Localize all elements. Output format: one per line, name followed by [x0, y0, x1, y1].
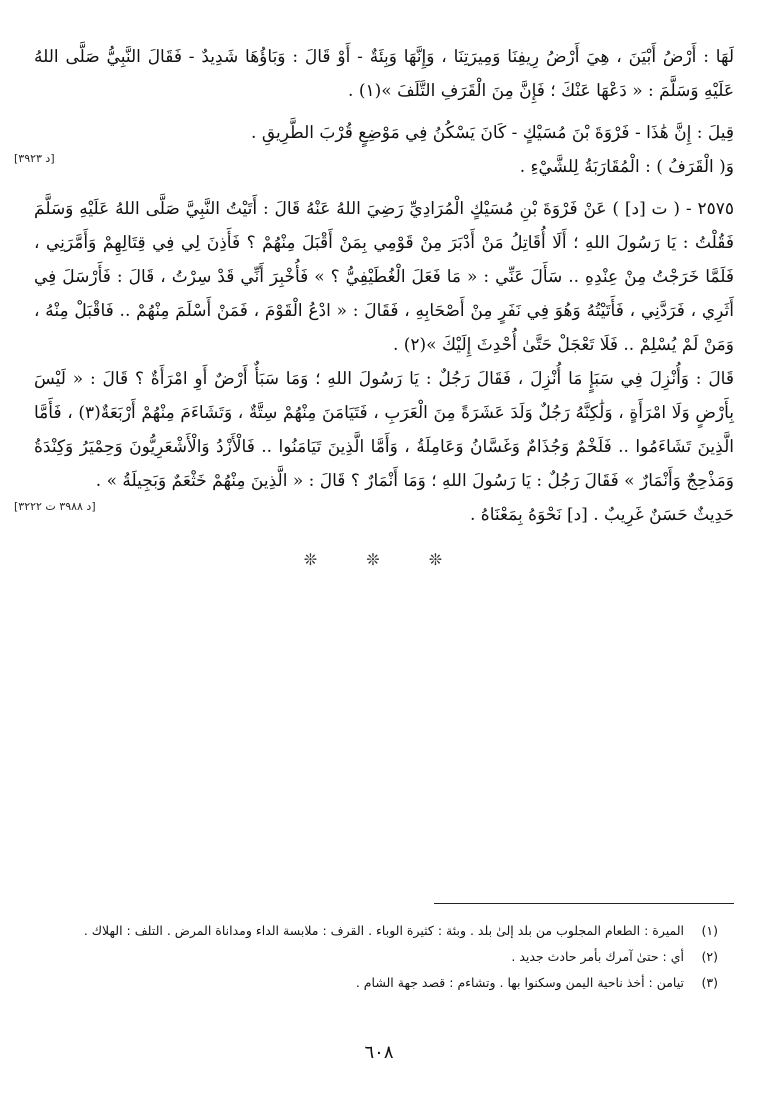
footnotes	[40, 918, 718, 996]
paragraph-1: لَهَا : أَرْضُ أَبْيَنَ ، هِيَ أَرْضُ رِيفِنَا وَمِيرَتِنَا ، وَإِنَّهَا وَبِئَةٌ - أَوْ قَالَ : وَبَاؤُهَا شَدِيدٌ - فَقَالَ النَّبِيُّ صَلَّى اللهُ عَلَيْهِ وَسَلَّمَ : « دَعْهَا عَنْكَ ؛ فَإِنَّ مِنَ الْقَرَفِ التَّلَفَ »(١) .	[34, 47, 734, 101]
paragraph-3-row	[14, 150, 734, 184]
footnote-text: الميرة : الطعام المجلوب من بلد إلىٰ بلد . وبئة : كثيرة الوباء . القرف : ملابسة الداء ومداناة المرض . التلف : الهلاك .	[83, 923, 684, 938]
source-reference: [د ٣٩٢٣]	[14, 152, 55, 165]
footnote-number: (٢)	[701, 949, 718, 964]
footnote-3	[40, 970, 718, 996]
source-reference: [د ٣٩٨٨ ت ٣٢٢٢]	[14, 500, 96, 513]
paragraph-2: قِيلَ : إِنَّ هَٰذَا - فَرْوَةَ بْنَ مُسَيْكٍ - كَانَ يَسْكُنُ فِي مَوْضِعٍ قُرْبَ الطَّرِيقِ .	[251, 123, 734, 143]
footnote-text: أي : حتىٰ آمرك بأمر حادث جديد .	[511, 949, 684, 964]
hadith-2575: ٢٥٧٥ - ( ت [د] ) عَنْ فَرْوَةَ بْنِ مُسَيْكٍ الْمُرَادِيِّ رَضِيَ اللهُ عَنْهُ قَالَ : أَتَيْتُ النَّبِيَّ صَلَّى اللهُ عَلَيْهِ وَسَلَّمَ فَقُلْتُ : يَا رَسُولَ اللهِ ؛ أَلَا أُقَاتِلُ مَنْ أَدْبَرَ مِنْ قَوْمِي بِمَنْ أَقْبَلَ مِنْهُمْ ؟ فَأَذِنَ لِي فِي قِتَالِهِمْ وَأَمَّرَنِي ، فَلَمَّا خَرَجْتُ مِنْ عِنْدِهِ .. سَأَلَ عَنِّي : « مَا فَعَلَ الْغُطَيْفِيُّ ؟ » فَأُخْبِرَ أَنِّي قَدْ سِرْتُ ، قَالَ : فَأَرْسَلَ فِي أَثَرِي ، فَرَدَّنِي ، فَأَتَيْتُهُ وَهُوَ فِي نَفَرٍ مِنْ أَصْحَابِهِ ، فَقَالَ : « ادْعُ الْقَوْمَ ، فَمَنْ أَسْلَمَ مِنْهُمْ .. فَاقْبَلْ مِنْهُ ، وَمَنْ لَمْ يُسْلِمْ .. فَلَا تَعْجَلْ حَتَّىٰ أُحْدِثَ إِلَيْكَ »(٢) .	[34, 199, 734, 355]
paragraph-6-row	[14, 498, 734, 532]
page-number: ٦٠٨	[364, 1042, 394, 1063]
footnote-2	[40, 944, 718, 970]
paragraph-5: قَالَ : وَأُنْزِلَ فِي سَبَإٍ مَا أُنْزِلَ ، فَقَالَ رَجُلٌ : يَا رَسُولَ اللهِ ؛ وَمَا سَبَأٌ أَرْضٌ أَوِ امْرَأَةٌ ؟ قَالَ : « لَيْسَ بِأَرْضٍ وَلَا امْرَأَةٍ ، وَلَٰكِنَّهُ رَجُلٌ وَلَدَ عَشَرَةً مِنَ الْعَرَبِ ، فَتَيَامَنَ مِنْهُمْ سِتَّةٌ ، وَتَشَاءَمَ مِنْهُمْ أَرْبَعَةٌ(٣) ، فَأَمَّا الَّذِينَ تَشَاءَمُوا .. فَلَخْمٌ وَجُذَامٌ وَغَسَّانُ وَعَامِلَةُ ، وَأَمَّا الَّذِينَ تَيَامَنُوا .. فَالْأَزْدُ وَالْأَشْعَرِيُّونَ وَحِمْيَرُ وَكِنْدَةُ وَمَذْحِجٌ وَأَنْمَارٌ » فَقَالَ رَجُلٌ : يَا رَسُولَ اللهِ ؛ وَمَا أَنْمَارٌ ؟ قَالَ : « الَّذِينَ مِنْهُمْ خَثْعَمٌ وَبَجِيلَةُ » .	[34, 369, 734, 491]
footnote-number: (٣)	[701, 975, 718, 990]
footnote-text: تيامن : أخذ ناحية اليمن وسكنوا بها . وتشاءم : قصد جهة الشام .	[355, 975, 684, 990]
paragraph-6: حَدِيثٌ حَسَنٌ غَرِيبٌ . [د] نَحْوَهُ بِمَعْنَاهُ .	[469, 505, 734, 525]
footnote-1	[40, 918, 718, 944]
main-text	[14, 40, 734, 569]
paragraph-3: وَ( الْقَرَفُ ) : الْمُقَارَبَةُ لِلشَّيْءِ .	[519, 157, 734, 177]
footnote-divider	[434, 903, 734, 904]
section-separator: ❊ ❊ ❊	[303, 550, 465, 569]
footnote-number: (١)	[701, 923, 718, 938]
